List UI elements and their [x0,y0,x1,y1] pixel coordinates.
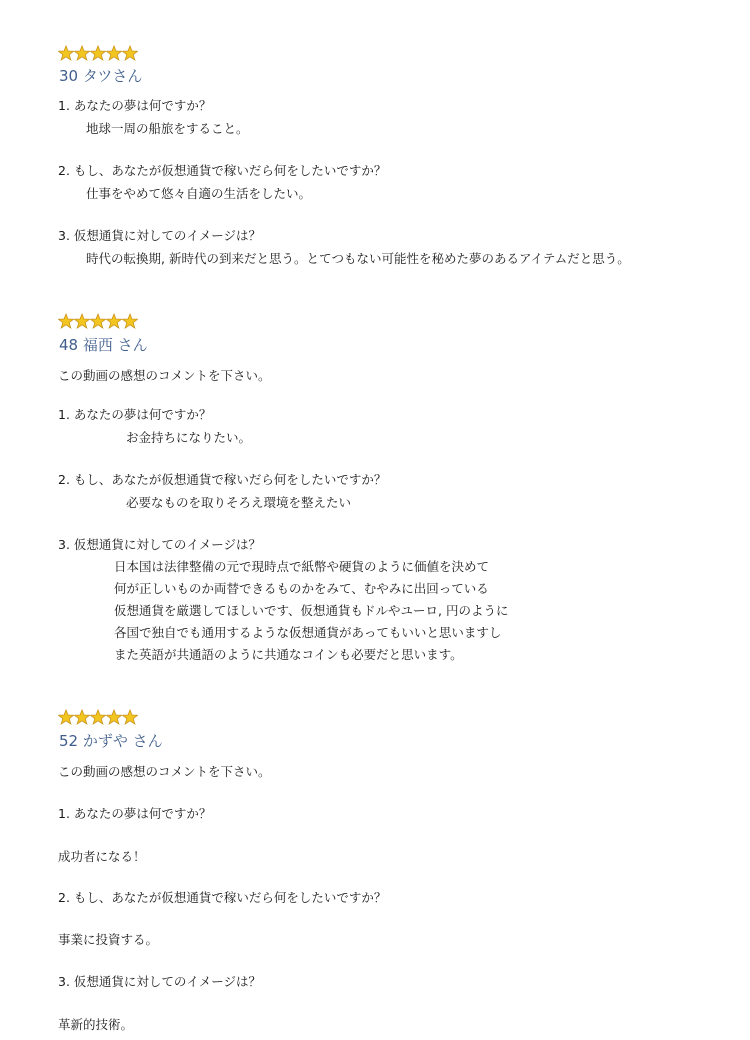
comment-prompt: この動画の感想のコメントを下さい。 [58,764,271,779]
star-icon [74,709,90,725]
answer-3: 革新的技術。 [58,1017,134,1032]
answer-3-line: 何が正しいものか両替できるものかをみて、むやみに出回っている [114,581,489,596]
star-icon [106,45,122,61]
question-3: 3. 仮想通貨に対してのイメージは？ [58,537,262,552]
question-3: 3. 仮想通貨に対してのイメージは？ [58,228,262,243]
star-icon [90,45,106,61]
answer-2: 事業に投資する。 [58,932,159,947]
star-icon [106,709,122,725]
answer-3: 時代の転換期, 新時代の到来だと思う。とてつもない可能性を秘めた夢のあるアイテムだと思う。 [86,251,630,266]
reviewer-name: 52 かずや さん [59,732,163,750]
star-icon [122,45,138,61]
star-icon [58,45,74,61]
comment-prompt: この動画の感想のコメントを下さい。 [58,368,271,383]
answer-2: 仕事をやめて悠々自適の生活をしたい。 [86,186,312,201]
question-3: 3. 仮想通貨に対してのイメージは？ [58,974,262,989]
star-icon [106,313,122,329]
answer-3-line: 日本国は法律整備の元で現時点で紙幣や硬貨のように価値を決めて [114,559,490,574]
question-1: 1. あなたの夢は何ですか？ [58,407,212,422]
star-icon [58,313,74,329]
reviewer-name: 48 福西 さん [59,336,148,354]
question-1: 1. あなたの夢は何ですか？ [58,98,212,113]
star-rating [58,45,138,61]
answer-3-line: 仮想通貨を厳選してほしいです、仮想通貨もドルやユーロ, 円のように [114,603,509,618]
star-icon [74,313,90,329]
reviewer-name: 30 タツさん [59,67,143,85]
star-icon [74,45,90,61]
answer-2: 必要なものを取りそろえ環境を整えたい [126,495,352,510]
answer-3-line: 各国で独自でも通用するような仮想通貨があってもいいと思いますし [114,625,502,640]
question-2: 2. もし、あなたが仮想通貨で稼いだら何をしたいですか？ [58,890,387,905]
question-1: 1. あなたの夢は何ですか？ [58,806,212,821]
answer-1: 成功者になる！ [58,849,146,864]
star-rating [58,709,138,725]
star-icon [58,709,74,725]
star-rating [58,313,138,329]
question-2: 2. もし、あなたが仮想通貨で稼いだら何をしたいですか？ [58,472,387,487]
question-2: 2. もし、あなたが仮想通貨で稼いだら何をしたいですか？ [58,163,387,178]
star-icon [122,709,138,725]
star-icon [90,709,106,725]
answer-3-line: また英語が共通語のように共通なコインも必要だと思います。 [114,647,463,662]
answer-1: 地球一周の船旅をすること。 [86,121,249,136]
answer-1: お金持ちになりたい。 [126,430,252,445]
star-icon [90,313,106,329]
star-icon [122,313,138,329]
